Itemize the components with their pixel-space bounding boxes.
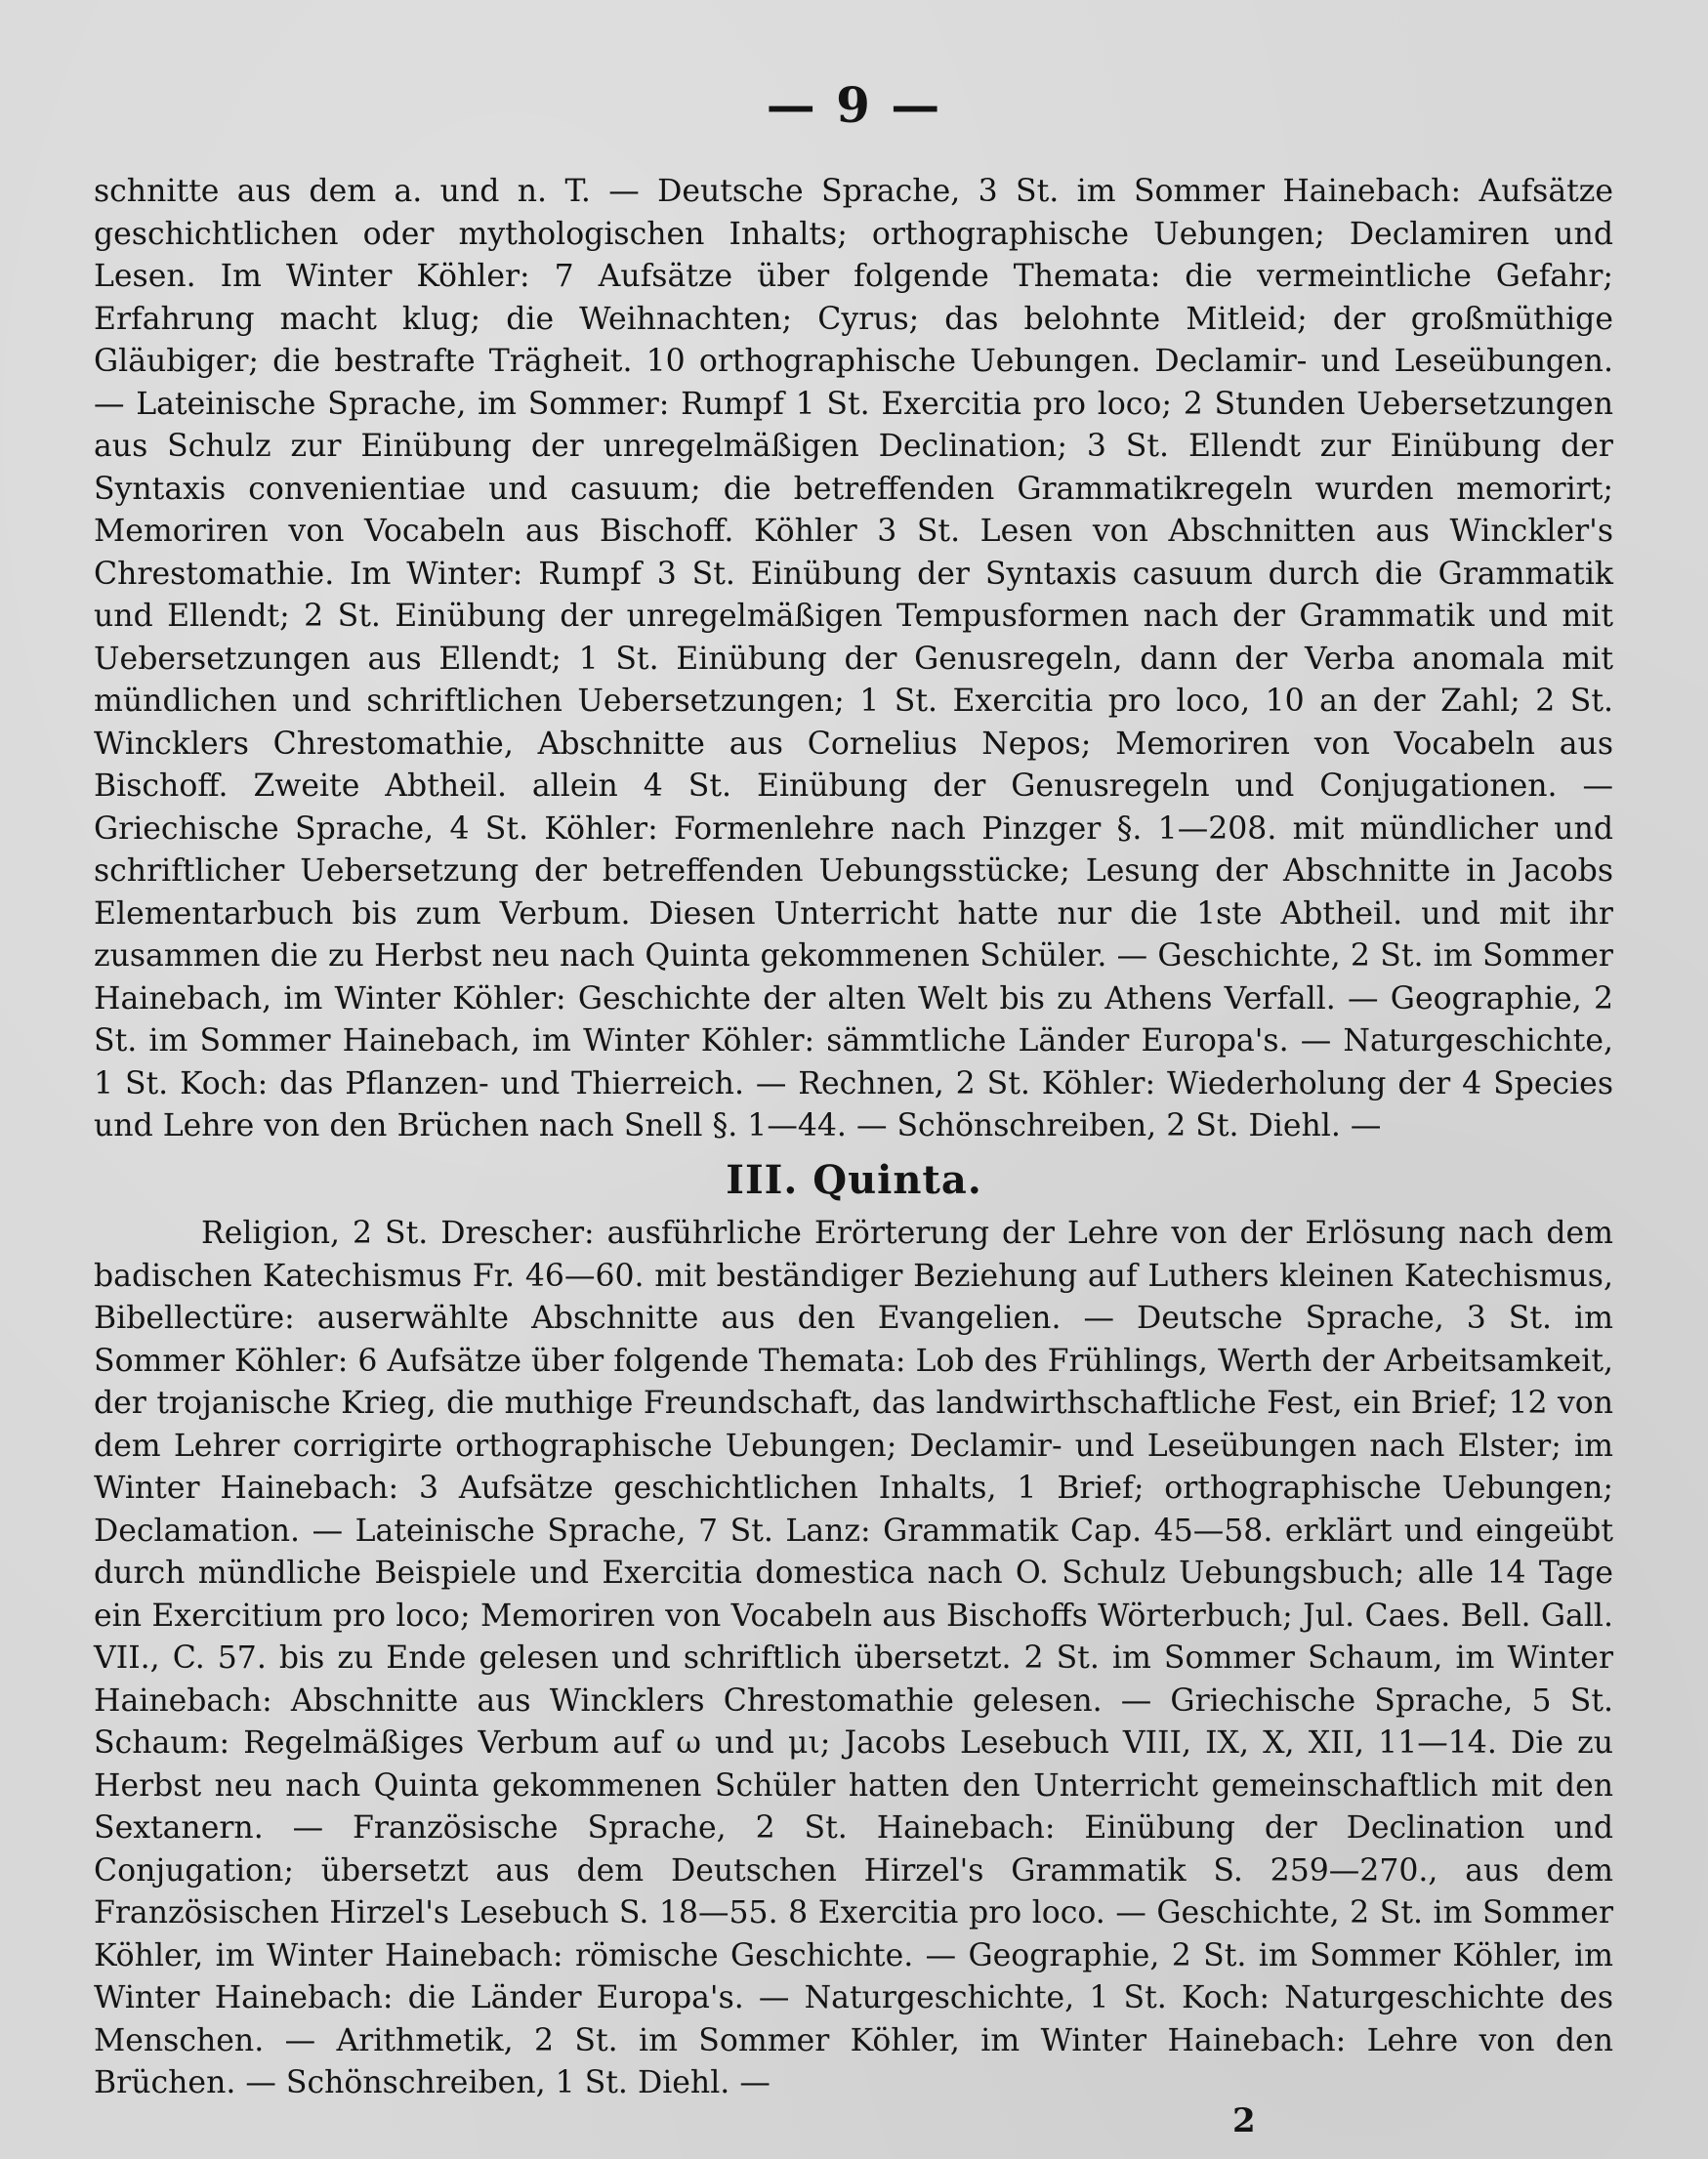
section-heading-quinta: III. Quinta.: [726, 1157, 982, 1203]
page-number: — 9 —: [766, 76, 942, 134]
quarta-paragraph: schnitte aus dem a. und n. T. — Deutsche Sprache, 3 St. im Sommer Hainebach: Aufsätze geschichtlichen oder mythologischen Inhalts; orthographische Uebungen; Declamiren und Lesen. Im Winter Köhler: 7 Aufsätze über folgende Themata: die vermeintliche Gefahr; Erfahrung macht klug; die Weihnachten; Cyrus; das belohnte Mitleid; der großmüthige Gläubiger; die bestrafte Trägheit. 10 orthographische Uebungen. Declamir- und Leseübungen. — Lateinische Sprache, im Sommer: Rumpf 1 St. Exercitia pro loco; 2 Stunden Uebersetzungen aus Schulz zur Einübung der unregelmäßigen Declination; 3 St. Ellendt zur Einübung der Syntaxis convenientiae und casuum; die betreffenden Grammatikregeln wurden memorirt; Memoriren von Vocabeln aus Bischoff. Köhler 3 St. Lesen von Abschnitten aus Winckler's Chrestomathie. Im Winter: Rumpf 3 St. Einübung der Syntaxis casuum durch die Grammatik und Ellendt; 2 St. Einübung der unregelmäßigen Tempusformen nach der Grammatik und mit Uebersetzungen aus Ellendt; 1 St. Einübung der Genusregeln, dann der Verba anomala mit mündlichen und schriftlichen Uebersetzungen; 1 St. Exercitia pro loco, 10 an der Zahl; 2 St. Wincklers Chrestomathie, Abschnitte aus Cornelius Nepos; Memoriren von Vocabeln aus Bischoff. Zweite Abtheil. allein 4 St. Einübung der Genusregeln und Conjugationen. — Griechische Sprache, 4 St. Köhler: Formenlehre nach Pinzger §. 1—208. mit mündlicher und schriftlicher Uebersetzung der betreffenden Uebungsstücke; Lesung der Abschnitte in Jacobs Elementarbuch bis zum Verbum. Diesen Unterricht hatte nur die 1ste Abtheil. und mit ihr zusammen die zu Herbst neu nach Quinta gekommenen Schüler. — Geschichte, 2 St. im Sommer Hainebach, im Winter Köhler: Geschichte der alten Welt bis zu Athens Verfall. — Geographie, 2 St. im Sommer Hainebach, im Winter Köhler: sämmtliche Länder Europa's. — Naturgeschichte, 1 St. Koch: das Pflanzen- und Thierreich. — Rechnen, 2 St. Köhler: Wiederholung der 4 Species und Lehre von den Brüchen nach Snell §. 1—44. — Schönschreiben, 2 St. Diehl. —: [94, 174, 1613, 1143]
signature-mark: 2: [1232, 2101, 1256, 2140]
quarta-continuation-text: [94, 171, 1613, 1148]
quinta-text: [94, 1213, 1613, 2105]
quinta-paragraph: Religion, 2 St. Drescher: ausführliche Erörterung der Lehre von der Erlösung nach dem badischen Katechismus Fr. 46—60. mit beständiger Beziehung auf Luthers kleinen Katechismus, Bibellectüre: auserwählte Abschnitte aus den Evangelien. — Deutsche Sprache, 3 St. im Sommer Köhler: 6 Aufsätze über folgende Themata: Lob des Frühlings, Werth der Arbeitsamkeit, der trojanische Krieg, die muthige Freundschaft, das landwirthschaftliche Fest, ein Brief; 12 von dem Lehrer corrigirte orthographische Uebungen; Declamir- und Leseübungen nach Elster; im Winter Hainebach: 3 Aufsätze geschichtlichen Inhalts, 1 Brief; orthographische Uebungen; Declamation. — Lateinische Sprache, 7 St. Lanz: Grammatik Cap. 45—58. erklärt und eingeübt durch mündliche Beispiele und Exercitia domestica nach O. Schulz Uebungsbuch; alle 14 Tage ein Exercitium pro loco; Memoriren von Vocabeln aus Bischoffs Wörterbuch; Jul. Caes. Bell. Gall. VII., C. 57. bis zu Ende gelesen und schriftlich übersetzt. 2 St. im Sommer Schaum, im Winter Hainebach: Abschnitte aus Wincklers Chrestomathie gelesen. — Griechische Sprache, 5 St. Schaum: Regelmäßiges Verbum auf ω und μι; Jacobs Lesebuch VIII, IX, X, XII, 11—14. Die zu Herbst neu nach Quinta gekommenen Schüler hatten den Unterricht gemeinschaftlich mit den Sextanern. — Französische Sprache, 2 St. Hainebach: Einübung der Declination und Conjugation; übersetzt aus dem Deutschen Hirzel's Grammatik S. 259—270., aus dem Französischen Hirzel's Lesebuch S. 18—55. 8 Exercitia pro loco. — Geschichte, 2 St. im Sommer Köhler, im Winter Hainebach: römische Geschichte. — Geographie, 2 St. im Sommer Köhler, im Winter Hainebach: die Länder Europa's. — Naturgeschichte, 1 St. Koch: Naturgeschichte des Menschen. — Arithmetik, 2 St. im Sommer Köhler, im Winter Hainebach: Lehre von den Brüchen. — Schönschreiben, 1 St. Diehl. —: [94, 1216, 1613, 2100]
